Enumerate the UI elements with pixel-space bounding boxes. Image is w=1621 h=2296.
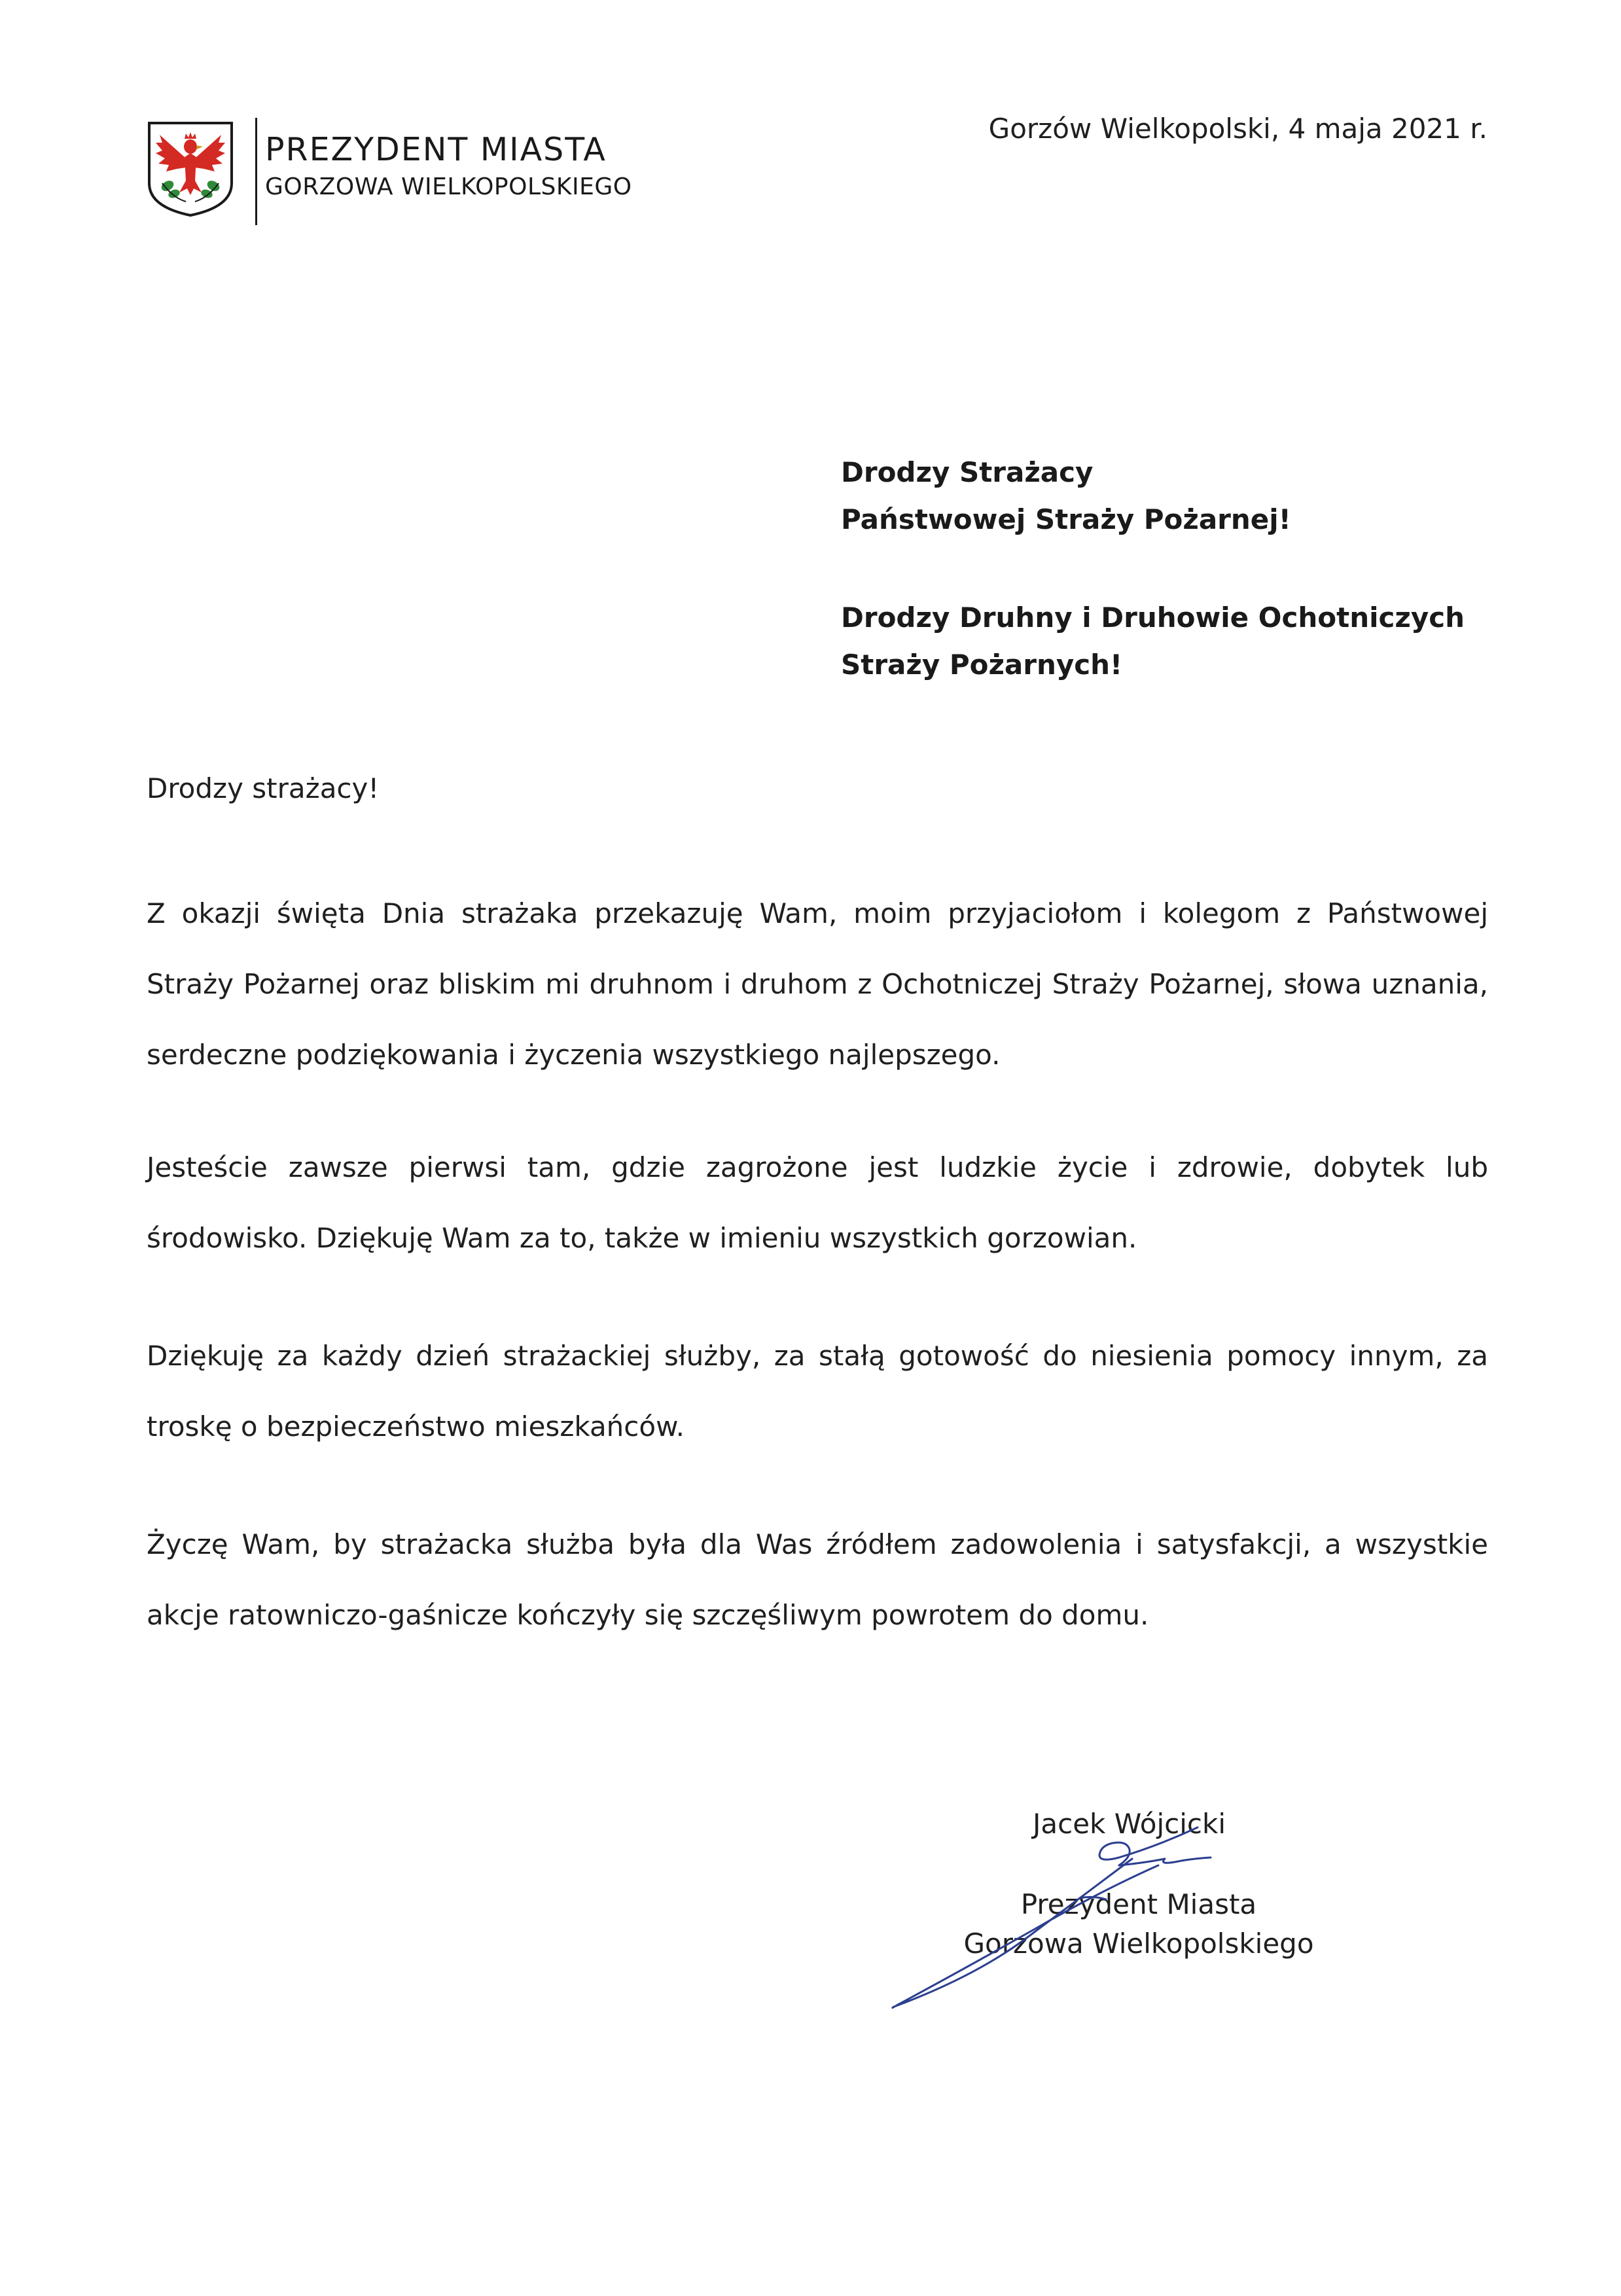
signatory-name: Jacek Wójcicki <box>1033 1808 1226 1840</box>
letterhead-subtitle: GORZOWA WIELKOPOLSKIEGO <box>265 173 632 200</box>
addressee-line: Państwowej Straży Pożarnej! <box>841 503 1291 535</box>
handwritten-signature <box>883 1820 1250 2016</box>
place-and-date: Gorzów Wielkopolski, 4 maja 2021 r. <box>988 113 1487 145</box>
addressee-line: Drodzy Strażacy <box>841 456 1094 488</box>
addressee-line: Straży Pożarnych! <box>841 649 1123 681</box>
eagle-crest-icon <box>147 120 234 217</box>
body-paragraph: Jesteście zawsze pierwsi tam, gdzie zagrożone jest ludzkie życie i zdrowie, dobytek lub środowisko. Dziękuję Wam za to, także w imieniu wszystkich gorzowian. <box>147 1151 1488 1254</box>
letterhead-title: PREZYDENT MIASTA <box>265 131 607 168</box>
signatory-title-line: Gorzowa Wielkopolskiego <box>963 1928 1314 1960</box>
body-paragraph: Dziękuję za każdy dzień strażackiej służby, za stałą gotowość do niesienia pomocy innym, za troskę o bezpieczeństwo mieszkańców. <box>147 1340 1488 1443</box>
addressee-block <box>841 449 1465 689</box>
greeting: Drodzy strażacy! <box>147 772 380 804</box>
letterhead-divider <box>255 118 257 225</box>
signatory-title-line: Prezydent Miasta <box>1020 1888 1257 1920</box>
body-paragraph: Życzę Wam, by strażacka służba była dla Was źródłem zadowolenia i satysfakcji, a wszystkie akcje ratowniczo-gaśnicze kończyły się szczęśliwym powrotem do domu. <box>147 1528 1488 1631</box>
addressee-line: Drodzy Druhny i Druhowie Ochotniczych <box>841 601 1465 634</box>
body-paragraph: Z okazji święta Dnia strażaka przekazuję Wam, moim przyjaciołom i kolegom z Państwowej Straży Pożarnej oraz bliskim mi druhnom i druhom z Ochotniczej Straży Pożarnej, słowa uznania, serdeczne podziękowania i życzenia wszystkiego najlepszego. <box>147 897 1488 1071</box>
